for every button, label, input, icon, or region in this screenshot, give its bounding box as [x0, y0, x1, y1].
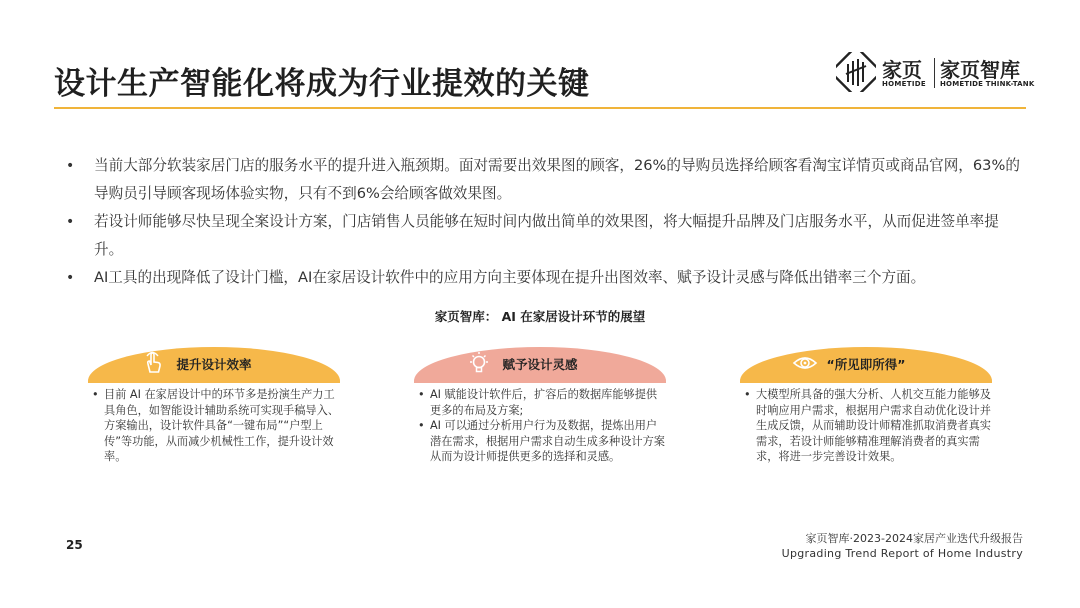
footer-report-title-cn: 家页智库·2023-2024家居产业迭代升级报告 — [805, 532, 1023, 545]
card-design-inspiration — [414, 347, 666, 465]
card-item — [88, 387, 340, 465]
card-title: 提升设计效率 — [176, 357, 252, 372]
card-body — [740, 381, 992, 465]
card-item-text: AI 可以通过分析用户行为及数据，提炼出用户潜在需求，根据用户需求自动生成多种设计方案从而为设计师提供更多的选择和灵感。 — [430, 419, 665, 463]
card-item — [414, 418, 666, 465]
bullet-item — [66, 264, 1026, 292]
card-item-text: AI 赋能设计软件后，扩容后的数据库能够提供更多的布局及方案; — [430, 388, 658, 417]
footer-report-title-en: Upgrading Trend Report of Home Industry — [781, 547, 1023, 560]
section-title: 家页智库： AI 在家居设计环节的展望 — [434, 309, 646, 324]
card-wysiwyg — [740, 347, 992, 465]
footer — [782, 532, 1023, 561]
bullet-item — [66, 208, 1026, 264]
bullet-dot-icon: • — [418, 388, 425, 401]
bullet-text: 若设计师能够尽快呈现全案设计方案，门店销售人员能够在短时间内做出简单的效果图，将大幅提升品牌及门店服务水平，从而促进签单率提升。 — [94, 213, 999, 258]
logo-brand-en: HOMETIDE — [882, 80, 926, 88]
bullet-item — [66, 152, 1026, 208]
bullet-text: 当前大部分软装家居门店的服务水平的提升进入瓶颈期。面对需要出效果图的顾客，26%的导购员选择给顾客看淘宝详情页或商品官网，63%的导购员引导顾客现场体验实物，只有不到6%会给顾客做效果图。 — [94, 157, 1020, 202]
card-item-text: 目前 AI 在家居设计中的环节多是扮演生产力工具角色，如智能设计辅助系统可实现手稿导入、方案输出，设计软件具备“一键布局”“户型上传”等功能，从而减少机械性工作，提升设计效率。 — [104, 388, 339, 463]
card-design-efficiency — [88, 347, 340, 465]
card-item — [414, 387, 666, 418]
bullet-dot-icon: • — [66, 214, 75, 230]
bullet-dot-icon: • — [66, 158, 75, 174]
card-header — [740, 347, 992, 381]
card-body — [88, 381, 340, 465]
bullet-dot-icon: • — [744, 388, 751, 401]
bullet-dot-icon: • — [92, 388, 99, 401]
card-header — [88, 347, 340, 381]
logo-think-tank-en: HOMETIDE THINK-TANK — [940, 80, 1035, 88]
card-body — [414, 381, 666, 465]
bullet-list — [66, 152, 1026, 292]
logo-think-tank-cn: 家页智库 — [940, 58, 1020, 82]
card-item — [740, 387, 992, 465]
page-number: 25 — [66, 538, 83, 552]
hometide-logo — [836, 52, 1036, 98]
bullet-dot-icon: • — [418, 419, 425, 432]
hometide-logo-icon — [836, 52, 876, 92]
card-item-text: 大模型所具备的强大分析、人机交互能力能够及时响应用户需求，根据用户需求自动优化设计并生成反馈，从而辅助设计师精准抓取消费者真实需求，若设计师能够精准理解消费者的真实需求，将进一步完善设计效果。 — [756, 388, 991, 463]
logo-brand-cn: 家页 — [882, 58, 922, 82]
page-title: 设计生产智能化将成为行业提效的关键 — [54, 66, 590, 102]
title-underline — [54, 107, 1026, 109]
card-title: “所见即所得” — [826, 357, 906, 372]
card-title: 赋予设计灵感 — [502, 357, 578, 372]
bullet-text: AI工具的出现降低了设计门槛，AI在家居设计软件中的应用方向主要体现在提升出图效率、赋予设计灵感与降低出错率三个方面。 — [94, 269, 926, 286]
card-header — [414, 347, 666, 381]
bullet-dot-icon: • — [66, 270, 75, 286]
logo-divider — [934, 58, 935, 88]
